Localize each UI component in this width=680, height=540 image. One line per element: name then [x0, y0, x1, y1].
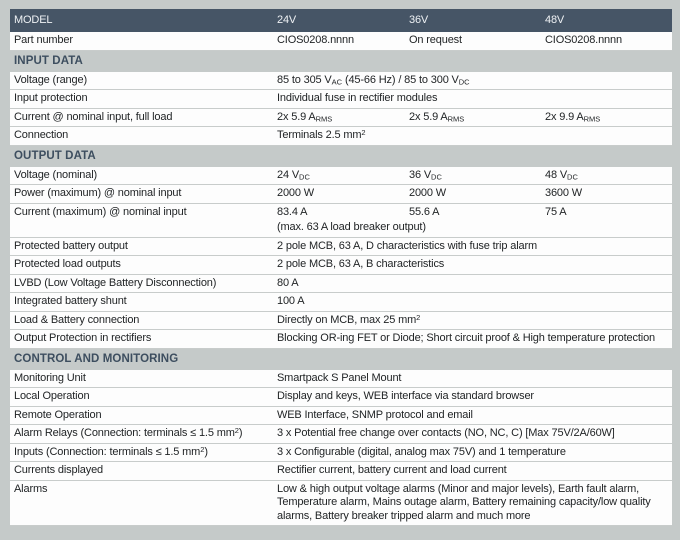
- row-value: 48 $V_{DC}$: [545, 168, 578, 181]
- row-value: 3 x Potential free change over contacts (NO, NC, C) [Max 75V/2A/60W]: [277, 427, 615, 439]
- row-value: Terminals 2.5 $mm^2$: [277, 128, 366, 141]
- part-number-36v: On request: [409, 34, 462, 46]
- row-label: Remote Operation: [14, 408, 102, 421]
- spec-row: [10, 185, 672, 204]
- row-value: 2000 W: [277, 187, 315, 199]
- spec-row: [10, 407, 672, 426]
- spec-row: [10, 462, 672, 481]
- part-number-24v: CIOS0208.nnnn: [277, 34, 354, 46]
- row-value: 100 A: [277, 295, 305, 307]
- row-label: Part number: [14, 34, 73, 46]
- row-label: Current @ nominal input, full load: [14, 110, 173, 123]
- row-value: 24 $V_{DC}$: [277, 168, 310, 181]
- spec-row: [10, 204, 672, 238]
- column-header-36v: 36V: [409, 13, 429, 26]
- row-value: 2000 W: [409, 187, 447, 199]
- row-value: Smartpack S Panel Mount: [277, 371, 402, 384]
- spec-row: [10, 481, 672, 527]
- model-header-label: MODEL: [14, 13, 53, 26]
- part-number-row: [10, 32, 672, 51]
- column-header-48v: 48V: [545, 13, 565, 26]
- row-value: Display and keys, WEB interface via standard browser: [277, 390, 534, 402]
- spec-row: [10, 238, 672, 257]
- row-label: Voltage (range): [14, 73, 87, 86]
- row-value: Individual fuse in rectifier modules: [277, 92, 438, 104]
- row-value: 80 A: [277, 276, 299, 289]
- row-value: WEB Interface, SNMP protocol and email: [277, 408, 473, 421]
- row-label: Protected battery output: [14, 239, 128, 252]
- spec-row: [10, 425, 672, 444]
- spec-row: [10, 370, 672, 389]
- row-label: Output Protection in rectifiers: [14, 332, 152, 344]
- row-label: Alarm Relays (Connection: terminals ≤ 1.5 $mm^2$): [14, 426, 243, 439]
- spec-row: [10, 127, 672, 146]
- spec-row: [10, 275, 672, 294]
- spec-row: [10, 330, 672, 349]
- row-label: Current (maximum) @ nominal input: [14, 205, 187, 218]
- spec-row: [10, 312, 672, 331]
- part-number-48v: CIOS0208.nnnn: [545, 34, 622, 46]
- row-value: 55.6 A: [409, 205, 440, 218]
- row-label: LVBD (Low Voltage Battery Disconnection): [14, 276, 217, 289]
- row-value: 2 pole MCB, 63 A, D characteristics with fuse trip alarm: [277, 239, 537, 252]
- row-value: Directly on MCB, max 25 $mm^2$: [277, 312, 421, 326]
- spec-row: [10, 109, 672, 128]
- spec-row: [10, 90, 672, 109]
- row-value: 75 A: [545, 205, 567, 218]
- row-label: Input protection: [14, 92, 88, 104]
- section-header: [10, 349, 672, 370]
- row-label: Connection: [14, 129, 69, 141]
- section-header: [10, 51, 672, 72]
- row-value: 3600 W: [545, 187, 583, 199]
- spec-row: [10, 293, 672, 312]
- row-value: Rectifier current, battery current and load current: [277, 464, 507, 476]
- model-header-row: [10, 9, 672, 32]
- spec-row: [10, 388, 672, 407]
- spec-table: [10, 9, 672, 526]
- section-title: OUTPUT DATA: [14, 150, 96, 162]
- row-note: (max. 63 A load breaker output): [277, 221, 426, 233]
- row-label: Load & Battery connection: [14, 313, 140, 326]
- row-value: 2x 5.9 $A_{RMS}$: [277, 110, 333, 123]
- row-label: Monitoring Unit: [14, 371, 86, 384]
- row-label: Power (maximum) @ nominal input: [14, 187, 182, 199]
- row-label: Protected load outputs: [14, 258, 121, 270]
- column-header-24v: 24V: [277, 13, 297, 26]
- spec-row: [10, 444, 672, 463]
- row-label: Integrated battery shunt: [14, 295, 127, 307]
- row-label: Local Operation: [14, 390, 90, 402]
- row-value: 2x 9.9 $A_{RMS}$: [545, 110, 601, 123]
- row-value: 2 pole MCB, 63 A, B characteristics: [277, 258, 445, 270]
- row-value: 2x 5.9 $A_{RMS}$: [409, 110, 465, 123]
- row-value: 85 to 305 $V_{AC}$ (45-66 Hz) / 85 to 300 $V_{DC}$: [277, 73, 470, 86]
- spec-row: [10, 256, 672, 275]
- spec-row: [10, 72, 672, 91]
- spec-row: [10, 167, 672, 186]
- row-value: 83.4 A: [277, 205, 308, 218]
- section-title: INPUT DATA: [14, 55, 83, 67]
- row-label: Voltage (nominal): [14, 168, 98, 181]
- row-label: Inputs (Connection: terminals ≤ 1.5 $mm^2$): [14, 444, 208, 458]
- section-title: CONTROL AND MONITORING: [14, 353, 179, 365]
- row-value: 36 $V_{DC}$: [409, 168, 442, 181]
- row-value: Blocking OR-ing FET or Diode; Short circuit proof & High temperature protection: [277, 332, 656, 344]
- row-label: Alarms: [14, 482, 48, 495]
- row-value: 3 x Configurable (digital, analog max 75V) and 1 temperature: [277, 445, 566, 458]
- section-header: [10, 146, 672, 167]
- row-label: Currents displayed: [14, 464, 104, 476]
- row-value: Low & high output voltage alarms (Minor and major levels), Earth fault alarm, Temperature alarm, Mains outage alarm, Battery remaining capacity/low quality alarms, Battery breaker tripped alarm and much more: [277, 482, 651, 522]
